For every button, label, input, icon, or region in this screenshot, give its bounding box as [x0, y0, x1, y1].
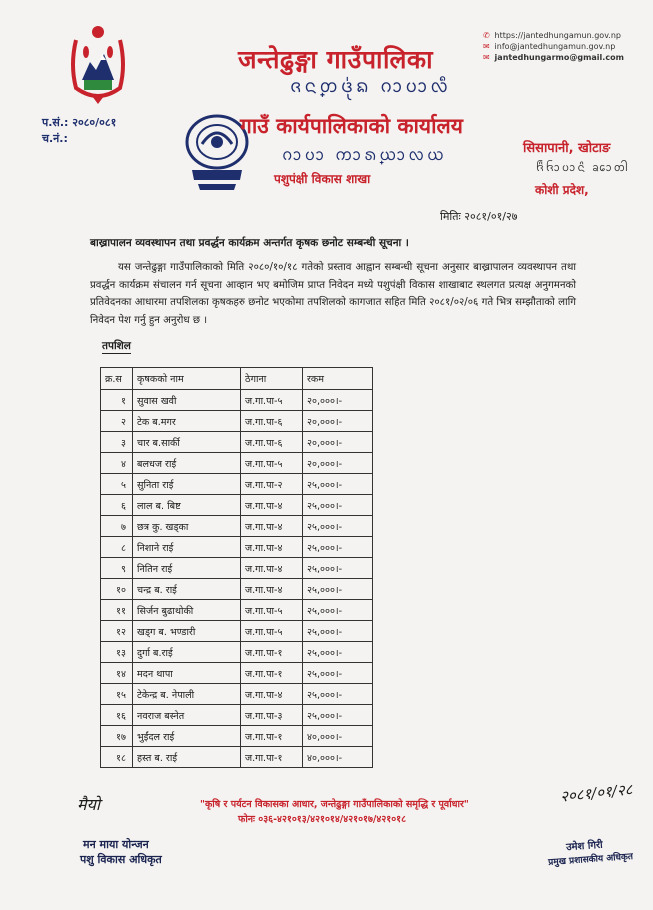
- row-farmer-name: दुर्गा ब.राई: [133, 642, 241, 663]
- table-row: [101, 705, 373, 726]
- table-row: [101, 474, 373, 495]
- row-farmer-name: सिर्जन बुढाथोकी: [133, 600, 241, 621]
- row-serial: १८: [101, 747, 133, 768]
- row-serial: १३: [101, 642, 133, 663]
- left-signature: मैयो: [77, 795, 100, 814]
- farmer-table: [100, 367, 373, 768]
- row-serial: ११: [101, 600, 133, 621]
- table-row: [101, 684, 373, 705]
- municipality-title-newa: ᨩᨶ᩠ᨲᨴᩩ᩵ᨦ ᨣᩣᨷᩣᩃᩥ: [290, 76, 452, 97]
- letter-date: मितिः २०८१/०१/२७: [440, 210, 518, 223]
- notice-subject: बाख्रापालन व्यवस्थापन तथा प्रवर्द्धन कार्यक्रम अन्तर्गत कृषक छनोट सम्बन्धी सूचना ।: [90, 237, 409, 249]
- row-amount: ४०,०००।-: [303, 726, 373, 747]
- office-title: गाउँ कार्यपालिकाको कार्यालय: [240, 114, 463, 138]
- row-farmer-name: मदन थापा: [133, 663, 241, 684]
- table-row: [101, 537, 373, 558]
- row-farmer-name: चन्द्र ब. राई: [133, 579, 241, 600]
- row-serial: ५: [101, 474, 133, 495]
- table-row: [101, 642, 373, 663]
- row-address: ज.गा.पा-५: [241, 600, 303, 621]
- dispatch-number: च.नं.:: [42, 132, 68, 145]
- row-address: ज.गा.पा-४: [241, 516, 303, 537]
- row-amount: २५,०००।-: [303, 516, 373, 537]
- row-address: ज.गा.पा-१: [241, 726, 303, 747]
- row-farmer-name: टेक ब.मगर: [133, 411, 241, 432]
- row-amount: २५,०००।-: [303, 705, 373, 726]
- email-line: [483, 42, 615, 51]
- email2-line: [483, 53, 624, 62]
- row-farmer-name: खड्ग ब. भण्डारी: [133, 621, 241, 642]
- row-farmer-name: नितिन राई: [133, 558, 241, 579]
- row-serial: ८: [101, 537, 133, 558]
- table-row: [101, 516, 373, 537]
- table-row: [101, 411, 373, 432]
- table-row: [101, 726, 373, 747]
- location: सिसापानी, खोटाङ: [523, 141, 611, 156]
- right-signature: २०८१/०१/२८: [559, 780, 634, 806]
- row-serial: ६: [101, 495, 133, 516]
- row-address: ज.गा.पा-५: [241, 621, 303, 642]
- row-address: ज.गा.पा-४: [241, 558, 303, 579]
- row-amount: २०,०००।-: [303, 453, 373, 474]
- province: कोशी प्रदेश,: [535, 183, 589, 197]
- row-address: ज.गा.पा-६: [241, 432, 303, 453]
- header-serial: क्र.स: [101, 368, 133, 390]
- table-row: [101, 558, 373, 579]
- right-signatory-title: प्रमुख प्रशासकीय अधिकृत: [547, 852, 634, 868]
- row-address: ज.गा.पा-४: [241, 537, 303, 558]
- table-row: [101, 432, 373, 453]
- government-emblem: [62, 20, 134, 110]
- right-signatory-name: उमेश गिरी: [565, 839, 604, 854]
- row-address: ज.गा.पा-१: [241, 642, 303, 663]
- row-serial: ९: [101, 558, 133, 579]
- table-row: [101, 600, 373, 621]
- row-address: ज.गा.पा-१: [241, 663, 303, 684]
- row-amount: २५,०००।-: [303, 495, 373, 516]
- header-amount: रकम: [303, 368, 373, 390]
- email2-link[interactable]: jantedhungarmo@gmail.com: [494, 53, 624, 62]
- row-amount: २५,०००।-: [303, 621, 373, 642]
- row-amount: २५,०००।-: [303, 642, 373, 663]
- row-address: ज.गा.पा-४: [241, 495, 303, 516]
- row-farmer-name: हस्त ब. राई: [133, 747, 241, 768]
- footer-slogan: "कृषि र पर्यटन विकासका आधार, जन्तेढुङ्गा गाउँपालिकाको समृद्धि र पूर्वाधार": [200, 799, 469, 810]
- row-farmer-name: टेकेन्द्र ब. नेपाली: [133, 684, 241, 705]
- mail-icon: ✉: [483, 42, 490, 51]
- schedule-label: तपशिल: [102, 340, 131, 352]
- website-line: [483, 31, 621, 40]
- mail-icon: ✉: [483, 53, 490, 62]
- row-amount: २०,०००।-: [303, 390, 373, 411]
- office-title-newa: ᨣᩣᨷᩣ ᨠᩣᩁ᩠ᨿᩣᩃᨿ: [282, 145, 447, 164]
- table-row: [101, 747, 373, 768]
- row-address: ज.गा.पा-४: [241, 684, 303, 705]
- row-address: ज.गा.पा-६: [241, 411, 303, 432]
- table-row: [101, 453, 373, 474]
- row-farmer-name: नवराज बस्नेत: [133, 705, 241, 726]
- row-farmer-name: चार ब.सार्की: [133, 432, 241, 453]
- row-farmer-name: सुवास खवी: [133, 390, 241, 411]
- row-serial: १०: [101, 579, 133, 600]
- row-serial: १६: [101, 705, 133, 726]
- row-amount: २५,०००।-: [303, 558, 373, 579]
- reference-number: प.सं.: २०८०/०८१: [42, 116, 117, 129]
- row-farmer-name: बलधज राई: [133, 453, 241, 474]
- email-link[interactable]: info@jantedhungamun.gov.np: [494, 42, 616, 51]
- row-address: ज.गा.पा-५: [241, 390, 303, 411]
- row-amount: ४०,०००।-: [303, 747, 373, 768]
- municipality-title: जन्तेढुङ्गा गाउँपालिका: [238, 45, 434, 74]
- row-amount: २५,०००।-: [303, 684, 373, 705]
- header-name: कृषकको नाम: [133, 368, 241, 390]
- row-amount: २५,०००।-: [303, 474, 373, 495]
- row-farmer-name: सुनिता राई: [133, 474, 241, 495]
- row-serial: २: [101, 411, 133, 432]
- table-row: [101, 621, 373, 642]
- table-body: [101, 390, 373, 768]
- table-row: [101, 390, 373, 411]
- table-header-row: [101, 368, 373, 390]
- footer-phone: फोनः ०३६-४२१०१३/४२१०१४/४२१०१७/४२१०१८: [238, 814, 407, 825]
- table-row: [101, 579, 373, 600]
- row-amount: २०,०००।-: [303, 411, 373, 432]
- left-signatory-name: मन माया योन्जन: [83, 838, 149, 851]
- header-address: ठेगाना: [241, 368, 303, 390]
- table-row: [101, 663, 373, 684]
- row-amount: २५,०००।-: [303, 600, 373, 621]
- location-newa: ᨪᩦᨪᩣᨷᩣᨶᩦ ᨡᩮᩣᨲᩤ: [536, 161, 630, 174]
- website-link[interactable]: https://jantedhungamun.gov.np: [494, 31, 621, 40]
- row-farmer-name: निशाने राई: [133, 537, 241, 558]
- row-farmer-name: भुईंदल राई: [133, 726, 241, 747]
- row-amount: २०,०००।-: [303, 432, 373, 453]
- row-serial: १२: [101, 621, 133, 642]
- row-serial: १५: [101, 684, 133, 705]
- row-amount: २५,०००।-: [303, 537, 373, 558]
- row-serial: १: [101, 390, 133, 411]
- row-serial: ४: [101, 453, 133, 474]
- row-farmer-name: लाल ब. बिष्ट: [133, 495, 241, 516]
- row-serial: ३: [101, 432, 133, 453]
- row-serial: ७: [101, 516, 133, 537]
- row-address: ज.गा.पा-४: [241, 579, 303, 600]
- branch-name: पशुपंक्षी विकास शाखा: [274, 172, 371, 186]
- row-farmer-name: छत्र कु. खड्का: [133, 516, 241, 537]
- row-address: ज.गा.पा-१: [241, 747, 303, 768]
- row-address: ज.गा.पा-५: [241, 453, 303, 474]
- row-amount: २५,०००।-: [303, 579, 373, 600]
- row-address: ज.गा.पा-३: [241, 705, 303, 726]
- row-address: ज.गा.पा-२: [241, 474, 303, 495]
- table-row: [101, 495, 373, 516]
- notice-body: यस जन्तेढुङ्गा गाउँपालिकाको मिति २०८०/१०/१८ गतेको प्रस्ताव आह्वान सम्बन्धी सूचना अनुसार बाख्रापालन व्यवस्थापन तथा प्रवर्द्धन कार्यक्रम संचालन गर्न सूचना आव्हान भए बमोजिम प्राप्त निवेदन मध्ये पशुपंक्षी विकास शाखाबाट स्थलगत प्रत्यक्ष अनुगमनको प्रतिवेदनका आधारमा तपशिलका कृषकहरु छनोट भएकोमा तपशिलको कागजात सहित मिति २०८१/०२/०६ गते भित्र सम्झौताको लागि निवेदन पेश गर्नु हुन अनुरोध छ ।: [90, 262, 576, 326]
- row-serial: १४: [101, 663, 133, 684]
- row-amount: २५,०००।-: [303, 663, 373, 684]
- row-serial: १७: [101, 726, 133, 747]
- left-signatory-title: पशु विकास अधिकृत: [80, 853, 162, 866]
- globe-icon: ✆: [483, 31, 490, 40]
